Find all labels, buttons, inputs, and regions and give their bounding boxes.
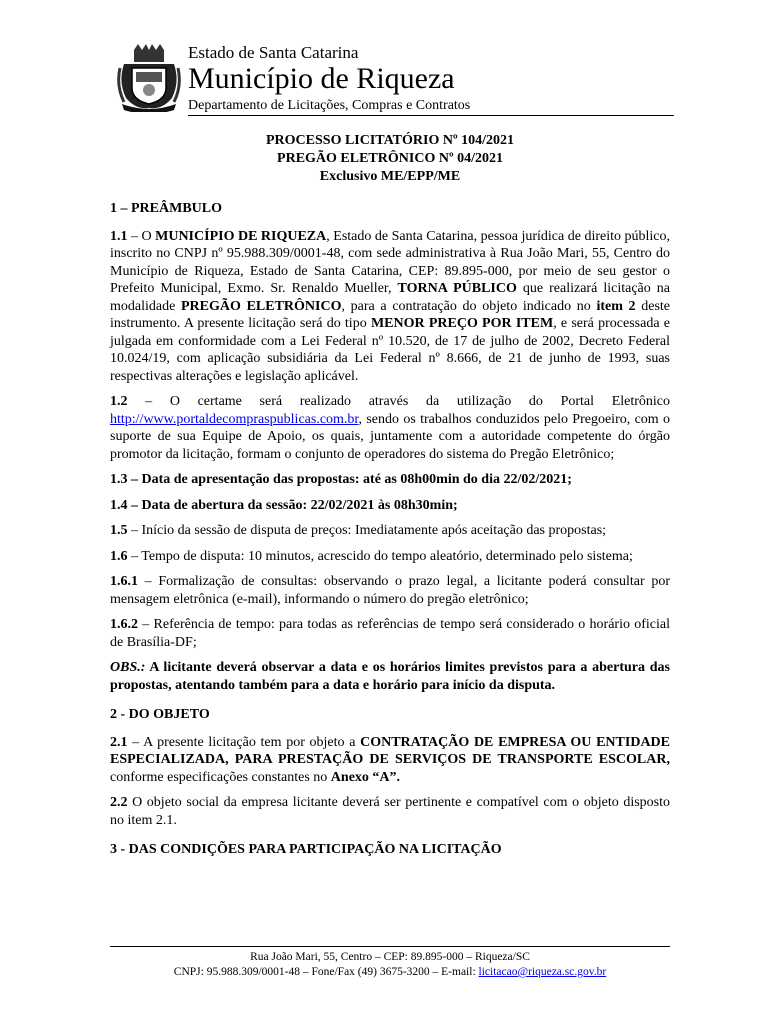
municipality-name: Município de Riqueza bbox=[188, 62, 455, 95]
footer-email-link[interactable]: licitacao@riqueza.sc.gov.br bbox=[478, 966, 607, 978]
municipal-coat-of-arms-icon bbox=[116, 42, 182, 112]
pregao-title: PREGÃO ELETRÔNICO Nº 04/2021 bbox=[277, 151, 503, 166]
paragraph-1-6-2: 1.6.2 – Referência de tempo: para todas as referências de tempo será considerado o horário oficial de Brasília-DF; bbox=[110, 617, 670, 650]
paragraph-1-5: 1.5 – Início da sessão de disputa de preços: Imediatamente após aceitação das propostas; bbox=[110, 523, 607, 538]
section-1-heading: 1 – PREÂMBULO bbox=[110, 201, 222, 216]
observation-note: OBS.: A licitante deverá observar a data e os horários limites previstos para a abertura das propostas, atentando também para a data e horário para início da disputa. bbox=[110, 660, 670, 693]
portal-link[interactable]: http://www.portaldecompraspublicas.com.br bbox=[110, 411, 359, 427]
page-footer bbox=[110, 950, 670, 980]
paragraph-2-1: 2.1 – A presente licitação tem por objeto a CONTRATAÇÃO DE EMPRESA OU ENTIDADE ESPECIALIZADA, PARA PRESTAÇÃO DE SERVIÇOS DE TRANSPORTE ESCOLAR, conforme especificações constantes no Anexo “A”. bbox=[110, 734, 671, 785]
paragraph-1-6-1: 1.6.1 – Formalização de consultas: observando o prazo legal, a licitante poderá consultar por mensagem eletrônica (e-mail), informando o número do pregão eletrônico; bbox=[110, 574, 670, 607]
process-title: PROCESSO LICITATÓRIO Nº 104/2021 bbox=[266, 133, 514, 148]
section-2-heading: 2 - DO OBJETO bbox=[110, 707, 210, 722]
paragraph-2-2: 2.2 O objeto social da empresa licitante deverá ser pertinente e compatível com o objeto disposto no item 2.1. bbox=[110, 795, 670, 828]
letterhead bbox=[116, 40, 676, 120]
document-titles bbox=[110, 132, 670, 186]
footer-contact: CNPJ: 95.988.309/0001-48 – Fone/Fax (49) 3675-3200 – E-mail: licitacao@riqueza.sc.gov.br bbox=[173, 966, 607, 978]
state-name: Estado de Santa Catarina bbox=[188, 43, 359, 62]
exclusive-title: Exclusivo ME/EPP/ME bbox=[319, 169, 461, 184]
department-name: Departamento de Licitações, Compras e Contratos bbox=[188, 98, 471, 113]
paragraph-1-3: 1.3 – Data de apresentação das propostas: até as 08h00min do dia 22/02/2021; bbox=[110, 472, 572, 487]
paragraph-1-6: 1.6 – Tempo de disputa: 10 minutos, acrescido do tempo aleatório, determinado pelo sistema; bbox=[110, 548, 633, 564]
paragraph-1-4: 1.4 – Data de abertura da sessão: 22/02/2021 às 08h30min; bbox=[110, 497, 458, 513]
paragraph-1-2: 1.2 – O certame será realizado através da utilização do Portal Eletrônico http://www.portaldecompraspublicas.com.br, sendo os trabalhos conduzidos pelo Pregoeiro, com o suporte de sua Equipe de Apoio, os quais, juntamente com a autoridade competente do órgão promotor da licitação, formam o conjunto de operadores do sistema do Pregão Eletrônico; bbox=[110, 394, 670, 462]
header-divider bbox=[188, 115, 674, 116]
footer-divider bbox=[110, 946, 670, 947]
footer-address: Rua João Mari, 55, Centro – CEP: 89.895-000 – Riqueza/SC bbox=[250, 951, 530, 963]
document-body bbox=[110, 200, 670, 869]
paragraph-1-1: 1.1 – O MUNICÍPIO DE RIQUEZA, Estado de Santa Catarina, pessoa jurídica de direito público, inscrito no CNPJ nº 95.988.309/0001-48, com sede administrativa à Rua João Mari, 55, Centro do Município de Riqueza, Estado de Santa Catarina, CEP: 89.895-000, por meio de seu gestor o Prefeito Municipal, Exmo. Sr. Renaldo Mueller, TORNA PÚBLICO que realizará licitação na modalidade PREGÃO ELETRÔNICO, para a contratação do objeto indicado no item 2 deste instrumento. A presente licitação será do tipo MENOR PREÇO POR ITEM, e será processada e julgada em conformidade com a Lei Federal nº 10.520, de 17 de julho de 2002, Decreto Federal 10.024/19, com aplicação subsidiária da Lei Federal nº 8.666, de 21 de junho de 1993, suas respectivas alterações e legislação aplicável. bbox=[110, 228, 670, 384]
section-3-heading: 3 - DAS CONDIÇÕES PARA PARTICIPAÇÃO NA LICITAÇÃO bbox=[110, 842, 502, 857]
